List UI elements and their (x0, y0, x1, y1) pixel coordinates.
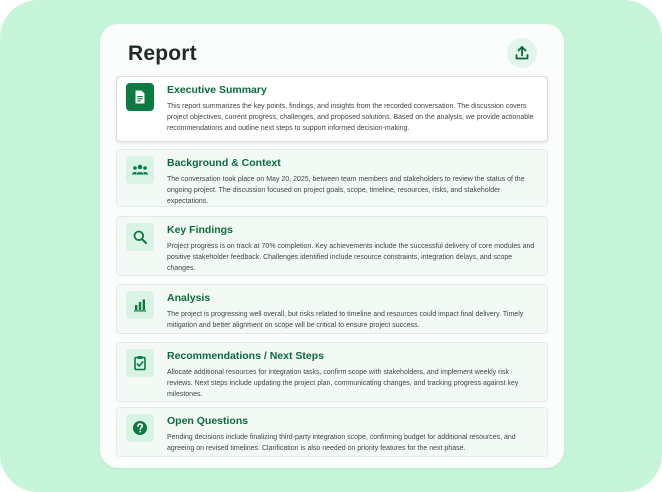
export-button[interactable] (507, 38, 537, 68)
section-icon (126, 414, 154, 442)
section-body: This report summarizes the key points, findings, and insights from the recorded conversation. The discussion covers project objectives, current progress, challenges, and proposed solutions. Based on the analysis, we provide actionable recommendations and outline next steps to support informed decision-making. (167, 103, 534, 132)
section-body: Pending decisions include finalizing third-party integration scope, confirming budget for additional resources, and agreeing on revised timelines. Clarification is also needed on priority features for the next phase. (167, 434, 516, 452)
section-analysis[interactable] (116, 284, 548, 334)
section-open-questions[interactable] (116, 407, 548, 457)
section-body: The conversation took place on May 20, 2025, between team members and stakeholders to review the status of the ongoing project. The discussion focused on project goals, scope, timeline, resources, risks, and stakeholder expectations. (167, 176, 525, 205)
section-title: Recommendations / Next Steps (167, 350, 324, 362)
clipboard-check-icon (132, 355, 148, 371)
section-body: Project progress is on track at 70% completion. Key achievements include the successful delivery of core modules and positive stakeholder feedback. Challenges identified include resource constraints, integration delays, and scope changes. (167, 243, 535, 272)
document-icon (132, 89, 148, 105)
section-body: The project is progressing well overall, but risks related to timeline and resources could impact final delivery. Timely mitigation and better alignment on scope will be critical to ensure project success. (167, 311, 524, 329)
section-icon (126, 83, 154, 111)
section-title: Analysis (167, 292, 211, 304)
report-panel (100, 24, 564, 468)
upload-icon (514, 45, 530, 61)
section-title: Open Questions (167, 415, 249, 427)
bar-chart-icon (132, 297, 148, 313)
search-icon (132, 229, 148, 245)
section-title: Background & Context (167, 157, 281, 169)
section-recommendations[interactable] (116, 342, 548, 402)
question-icon (132, 420, 148, 436)
page-title: Report (128, 42, 197, 65)
section-background-context[interactable] (116, 149, 548, 207)
section-icon (126, 349, 154, 377)
section-key-findings[interactable] (116, 216, 548, 276)
section-title: Key Findings (167, 224, 233, 236)
people-icon (131, 162, 149, 178)
section-icon (126, 291, 154, 319)
section-icon (126, 156, 154, 184)
section-executive-summary[interactable] (116, 76, 548, 142)
section-body: Allocate additional resources for integration tasks, confirm scope with stakeholders, and implement weekly risk reviews. Next steps include updating the project plan, communicating changes, and tracking progress against key milestones. (167, 369, 519, 398)
section-icon (126, 223, 154, 251)
section-title: Executive Summary (167, 84, 267, 96)
